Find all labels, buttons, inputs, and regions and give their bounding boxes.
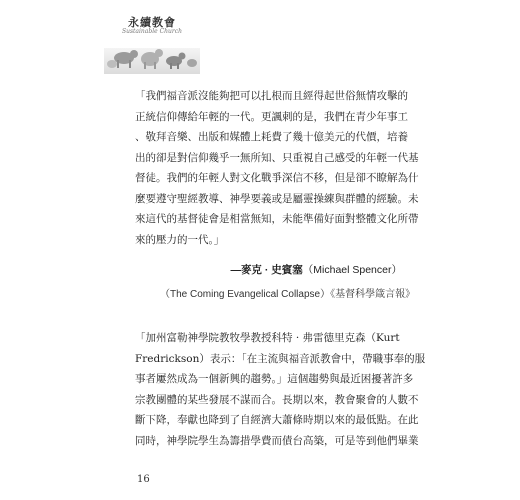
page-number: 16: [137, 474, 150, 485]
quote-source: （The Coming Evangelical Collapse）《基督科學箴言報》: [160, 289, 416, 300]
animals-illustration-icon: [104, 34, 200, 74]
body-line: 宗教團體的某些發展不謀而合。長期以來，教會聚會的人數不: [135, 393, 419, 406]
quote-line: 來這代的基督徒會是相當無知，未能準備好面對整體文化所帶: [135, 213, 419, 225]
header-subtitle: Sustainable Church: [121, 28, 183, 35]
quote-line: 出的卻是對信仰幾乎一無所知、只重視自己感受的年輕一代基: [135, 151, 419, 164]
quote-line: 「我們福音派沒能夠把可以扎根而且經得起世俗無情攻擊的: [135, 90, 408, 102]
body-line: Fredrickson）表示：「在主流與福音派教會中，帶職事奉的服: [135, 352, 426, 365]
quote-line: 正統信仰傳給年輕的一代。更諷刺的是，我們在青少年事工: [135, 110, 408, 123]
header-title: 永續教會: [128, 16, 176, 29]
quote-paragraph: [135, 86, 419, 250]
book-header-logo: [104, 14, 200, 78]
quote-line: 麼要遵守聖經教導、神學要義或是屬靈操練與群體的經驗。未: [135, 192, 419, 205]
author-name-zh: —麥克 · 史賓塞: [230, 264, 303, 276]
quote-line: 來的壓力的一代。」: [135, 233, 225, 246]
quote-line: 督徒。我們的年輕人對文化戰爭深信不移，但是卻不瞭解為什: [135, 172, 419, 184]
body-line: 同時，神學院學生為籌措學費而債台高築，可是等到他們畢業: [135, 434, 419, 447]
author-name-en: （Michael Spencer）: [302, 264, 402, 276]
quote-line: 、敬拜音樂、出版和媒體上耗費了幾十億美元的代價，培養: [135, 131, 408, 143]
body-line: 事者屢然成為一個新興的趨勢。」這個趨勢與最近困擾著許多: [135, 373, 414, 385]
body-paragraph: [135, 328, 426, 451]
body-line: 斷下降，奉獻也降到了自經濟大蕭條時期以來的最低點。在此: [135, 414, 419, 426]
body-line: 「加州富勒神學院教牧學教授科特 · 弗雷德里克森（Kurt: [135, 332, 400, 344]
quote-attribution: [230, 262, 402, 277]
